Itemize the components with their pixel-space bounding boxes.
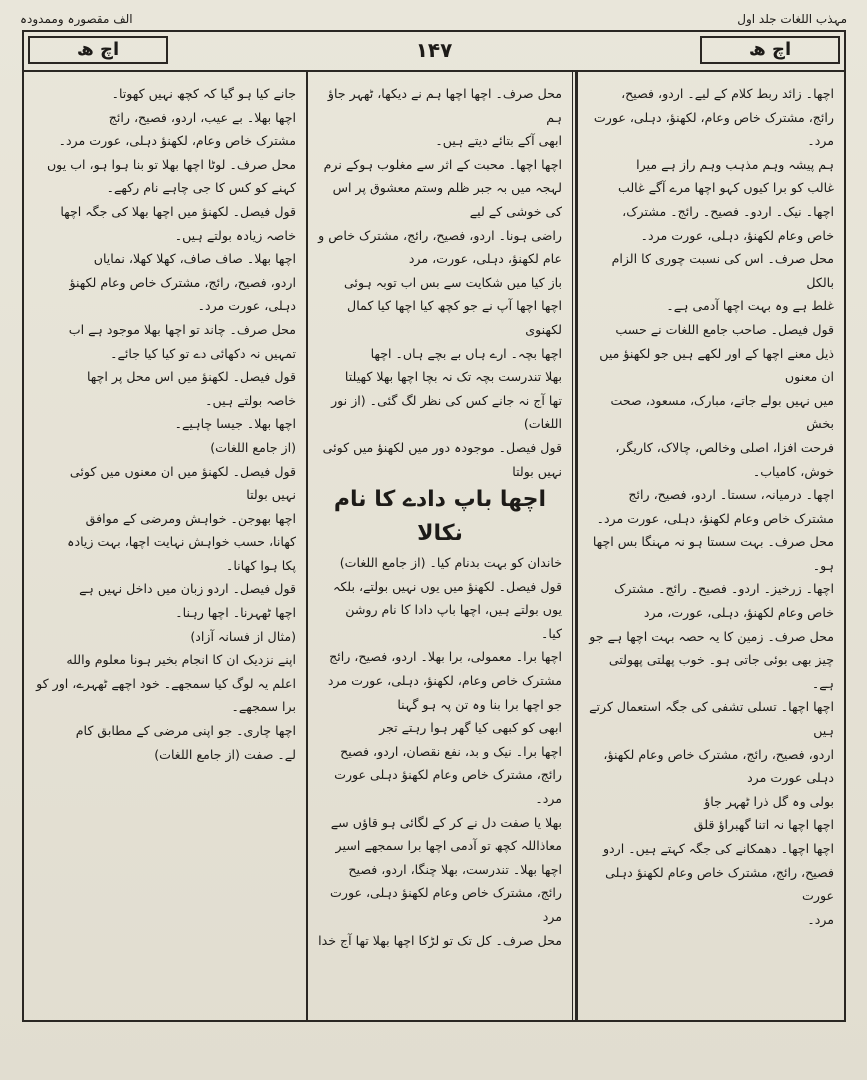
text-line: ہم پیشہ وہم مذہب وہم راز ہے میرا bbox=[636, 156, 834, 172]
text-line: مرد۔ bbox=[807, 911, 834, 927]
column-middle bbox=[306, 72, 576, 1020]
text-line: مشترک خاص وعام لکھنؤ، دہلی، عورت مرد۔ bbox=[596, 510, 834, 526]
text-line: کیا۔ bbox=[540, 625, 562, 641]
text-line: محل صرف۔ زمین کا یہ حصہ بہت اچھا ہے جو bbox=[589, 628, 834, 644]
text-line: اچھا اچھا آپ نے جو کچھ کیا اچھا کیا کمال لکھنوی bbox=[347, 298, 562, 337]
text-line: قول فیصل۔ صاحب جامع اللغات نے حسب bbox=[615, 321, 834, 337]
text-line: اچھا بھلا۔ بے عیب، اردو، فصیح، رائج bbox=[108, 109, 296, 125]
text-line: اچھا چاری۔ جو اپنی مرضی کے مطابق کام bbox=[75, 723, 296, 739]
text-line: اچھا۔ نیک۔ اردو۔ فصیح۔ رائج۔ مشترک، bbox=[622, 203, 834, 219]
text-line: اچھا۔ زرخیز۔ اردو۔ فصیح۔ رائج۔ مشترک bbox=[614, 581, 834, 597]
text-line: دہلی، عورت مرد۔ bbox=[197, 298, 296, 314]
text-line: اعلم یہ لوگ کیا سمجھے۔ خود اچھے ٹھہرے، اور کو bbox=[36, 675, 296, 691]
text-line: جانے کیا ہو گیا کہ کچھ نہیں کھوتا۔ bbox=[111, 86, 296, 101]
text-line: غلط ہے وہ بہت اچھا آدمی ہے۔ bbox=[666, 298, 834, 314]
text-line: جو اچھا برا بنا وہ تن پہ ہو گہنا bbox=[397, 696, 562, 712]
text-line: محل صرف۔ چاند تو اچھا بھلا موجود ہے اب bbox=[68, 321, 296, 337]
text-line: خاص وعام لکھنؤ، دہلی، عورت مرد۔ bbox=[640, 227, 834, 243]
text-line: اچھا بھلا۔ تندرست، بھلا چنگا، اردو، فصیح bbox=[348, 861, 562, 877]
text-line: محل صرف۔ اس کی نسبت چوری کا الزام بالکل bbox=[611, 251, 834, 290]
text-line: رائج، مشترک خاص وعام لکھنؤ دہلی عورت مرد۔ bbox=[334, 767, 562, 807]
text-line: خاندان کو بہت بدنام کیا۔ (از جامع اللغات) bbox=[339, 555, 562, 571]
text-line: خاصہ بولتے ہیں۔ bbox=[205, 392, 296, 408]
text-line: غالب کو برا کیوں کہو اچھا مرے آگے غالب bbox=[617, 180, 834, 196]
text-line: محل صرف۔ بہت سستا ہو نہ مہنگا بس اچھا ہو۔ bbox=[592, 534, 834, 573]
text-line: اچھا اچھا۔ محبت کے اثر سے مغلوب ہوکے نرم bbox=[323, 156, 562, 172]
text-line: قول فیصل۔ لکھنؤ میں یوں نہیں بولتے، بلکہ bbox=[332, 578, 562, 594]
text-line: محل صرف۔ کل تک تو لڑکا اچھا بھلا تھا آج خدا bbox=[318, 932, 562, 948]
text-line: قول فیصل۔ اردو زبان میں داخل نہیں ہے bbox=[79, 581, 296, 597]
text-line: بھلا تندرست بچہ تک نہ بچا اچھا بھلا کھیلتا bbox=[344, 369, 562, 385]
text-line: اچھا اچھا۔ دھمکانے کی جگہ کہتے ہیں۔ اردو bbox=[602, 841, 834, 856]
text-line: پکا ہوا کھانا۔ bbox=[225, 557, 296, 573]
text-line: مشترک خاص وعام، لکھنؤ دہلی، عورت مرد۔ bbox=[58, 133, 296, 149]
running-head-right: مہذب اللغات جلد اول bbox=[737, 12, 847, 26]
text-columns bbox=[24, 72, 844, 1020]
text-line: خاصہ زیادہ بولتے ہیں۔ bbox=[174, 227, 296, 243]
text-line: محل صرف۔ لوٹا اچھا بھلا تو بنا ہوا ہو، اب یوں bbox=[46, 156, 296, 172]
text-line: دہلی عورت مرد bbox=[747, 770, 834, 786]
text-line: بھلا یا صفت دل نے کر کے لگائی ہو قاؤں سے bbox=[330, 814, 562, 830]
text-line: فصیح، رائج، مشترک خاص وعام لکھنؤ دہلی عورت bbox=[605, 864, 834, 904]
text-line: اچھا برا۔ نیک و بد، نفع نقصان، اردو، فصیح bbox=[340, 743, 562, 759]
header-row bbox=[24, 32, 844, 72]
text-line: قول فیصل۔ لکھنؤ میں اس محل پر اچھا bbox=[86, 369, 296, 385]
text-line: کھانا، حسب خواہش نہایت اچھا، بہت زیادہ bbox=[67, 534, 296, 550]
text-line: مرد۔ bbox=[807, 133, 834, 149]
page-frame bbox=[22, 30, 846, 1022]
text-line: (از جامع اللغات) bbox=[210, 439, 296, 455]
text-line: چیز بھی بوئی جاتی ہو۔ خوب پھلتی پھولتی ہے۔ bbox=[608, 652, 834, 691]
text-line: باز کیا میں شکایت سے بس اب توبہ ہوئی bbox=[343, 274, 562, 290]
text-line: لے۔ صفت (از جامع اللغات) bbox=[154, 746, 296, 762]
text-line: اچھا بچہ۔ ارے ہاں بے بچے ہاں۔ اچھا bbox=[370, 345, 562, 361]
text-line: بولی وہ گل ذرا ٹھہر جاؤ bbox=[704, 793, 834, 809]
text-line: مشترک خاص وعام، لکھنؤ، دہلی، عورت مرد bbox=[327, 673, 562, 689]
text-line: ابھی آکے بتائے دیتے ہیں۔ bbox=[435, 133, 562, 149]
text-line: قول فیصل۔ لکھنؤ میں ان معنوں میں کوئی bbox=[69, 463, 296, 479]
text-line: کہنے کو کس کا جی چاہے نام رکھے۔ bbox=[106, 180, 296, 196]
text-line: تمہیں نہ دکھائی دے تو کیا کیا جائے۔ bbox=[110, 345, 296, 361]
text-line: نہیں بولتا bbox=[246, 487, 296, 503]
text-line: اچھا ٹھہرنا۔ اچھا رہنا۔ bbox=[175, 605, 296, 621]
text-line: فرحت افزا، اصلی وخالص، چالاک، کاریگر، bbox=[615, 439, 834, 455]
text-line: خوش، کامیاب۔ bbox=[752, 463, 834, 479]
text-line: اچھا باپ دادے کا نام نکالا bbox=[333, 487, 547, 547]
running-head bbox=[20, 8, 847, 30]
running-head-left: الف مقصورہ وممدودہ bbox=[20, 12, 133, 26]
text-line: اچھا بھلا۔ صاف صاف، کھلا کھلا، نمایاں bbox=[93, 251, 296, 267]
text-line: اچھا اچھا۔ تسلی تشفی کی جگہ استعمال کرتے ہیں bbox=[589, 699, 834, 739]
column-right bbox=[576, 72, 844, 1020]
text-line: معاذاللہ کچھ تو آدمی اچھا برا سمجھے اسیر bbox=[335, 838, 562, 854]
text-line: خاص وعام لکھنؤ، دہلی، عورت، مرد bbox=[643, 605, 834, 621]
text-line: محل صرف۔ اچھا اچھا ہم نے دیکھا، ٹھہر جاؤ ہم bbox=[327, 86, 562, 125]
text-line: ابھی کو کبھی کیا گھر ہوا رہتے تجر bbox=[379, 720, 562, 736]
header-box-left: اچ ھ bbox=[28, 36, 168, 64]
text-line: تھا آج نہ جانے کس کی نظر لگ گئی۔ (از نور اللغات) bbox=[331, 392, 562, 432]
text-line: برا سمجھے۔ bbox=[231, 699, 296, 715]
text-line: قول فیصل۔ موجودہ دور میں لکھنؤ میں کوئی bbox=[322, 439, 562, 455]
text-line: اچھا بھوجن۔ خواہش ومرضی کے موافق bbox=[85, 510, 296, 526]
text-line: اچھا۔ درمیانہ، سستا۔ اردو، فصیح، رائج bbox=[628, 487, 834, 503]
text-line: اچھا۔ زائد ربط کلام کے لیے۔ اردو، فصیح، bbox=[621, 86, 834, 101]
text-line: نہیں بولتا bbox=[512, 463, 562, 479]
text-line: اچھا اچھا نہ اتنا گھبراؤ قلق bbox=[693, 817, 834, 833]
text-line: اردو، فصیح، رائج، مشترک خاص وعام لکھنؤ bbox=[69, 274, 296, 290]
text-line: رائج، مشترک خاص وعام لکھنؤ دہلی، عورت مرد bbox=[330, 885, 562, 924]
text-line: قول فیصل۔ لکھنؤ میں اچھا بھلا کی جگہ اچھا bbox=[60, 203, 296, 219]
text-line: میں نہیں بولے جاتے، مبارک، مسعود، صحت بخش bbox=[610, 392, 834, 432]
text-line: راضی ہونا۔ اردو، فصیح، رائج، مشترک خاص و bbox=[318, 227, 562, 243]
text-line: رائج، مشترک خاص وعام، لکھنؤ، دہلی، عورت bbox=[593, 109, 834, 125]
text-line: اچھا بھلا۔ جیسا چاہیے۔ bbox=[174, 416, 296, 432]
text-line: (مثال از فسانہ آزاد) bbox=[190, 628, 296, 644]
header-box-right: اچ ھ bbox=[700, 36, 840, 64]
text-line: اچھا برا۔ معمولی، برا بھلا۔ اردو، فصیح، رائج bbox=[329, 649, 562, 665]
page-number: ۱۴۷ bbox=[415, 38, 453, 62]
text-line: ذیل معنے اچھا کے اور لکھے ہیں جو لکھنؤ میں ان معنوں bbox=[599, 345, 834, 385]
text-line: لہجہ میں بہ جبر ظلم وستم معشوق پر اس کی خوشی کے لیے bbox=[332, 180, 562, 219]
text-line: اردو، فصیح، رائج، مشترک خاص وعام لکھنؤ، bbox=[603, 746, 834, 762]
text-line: عام لکھنؤ، دہلی، عورت، مرد bbox=[408, 251, 562, 267]
text-line: اپنے نزدیک ان کا انجام بخیر ہونا معلوم والله bbox=[66, 652, 296, 668]
text-line: یوں بولتے ہیں، اچھا باپ دادا کا نام روشن bbox=[345, 602, 562, 618]
column-left bbox=[24, 72, 306, 1020]
